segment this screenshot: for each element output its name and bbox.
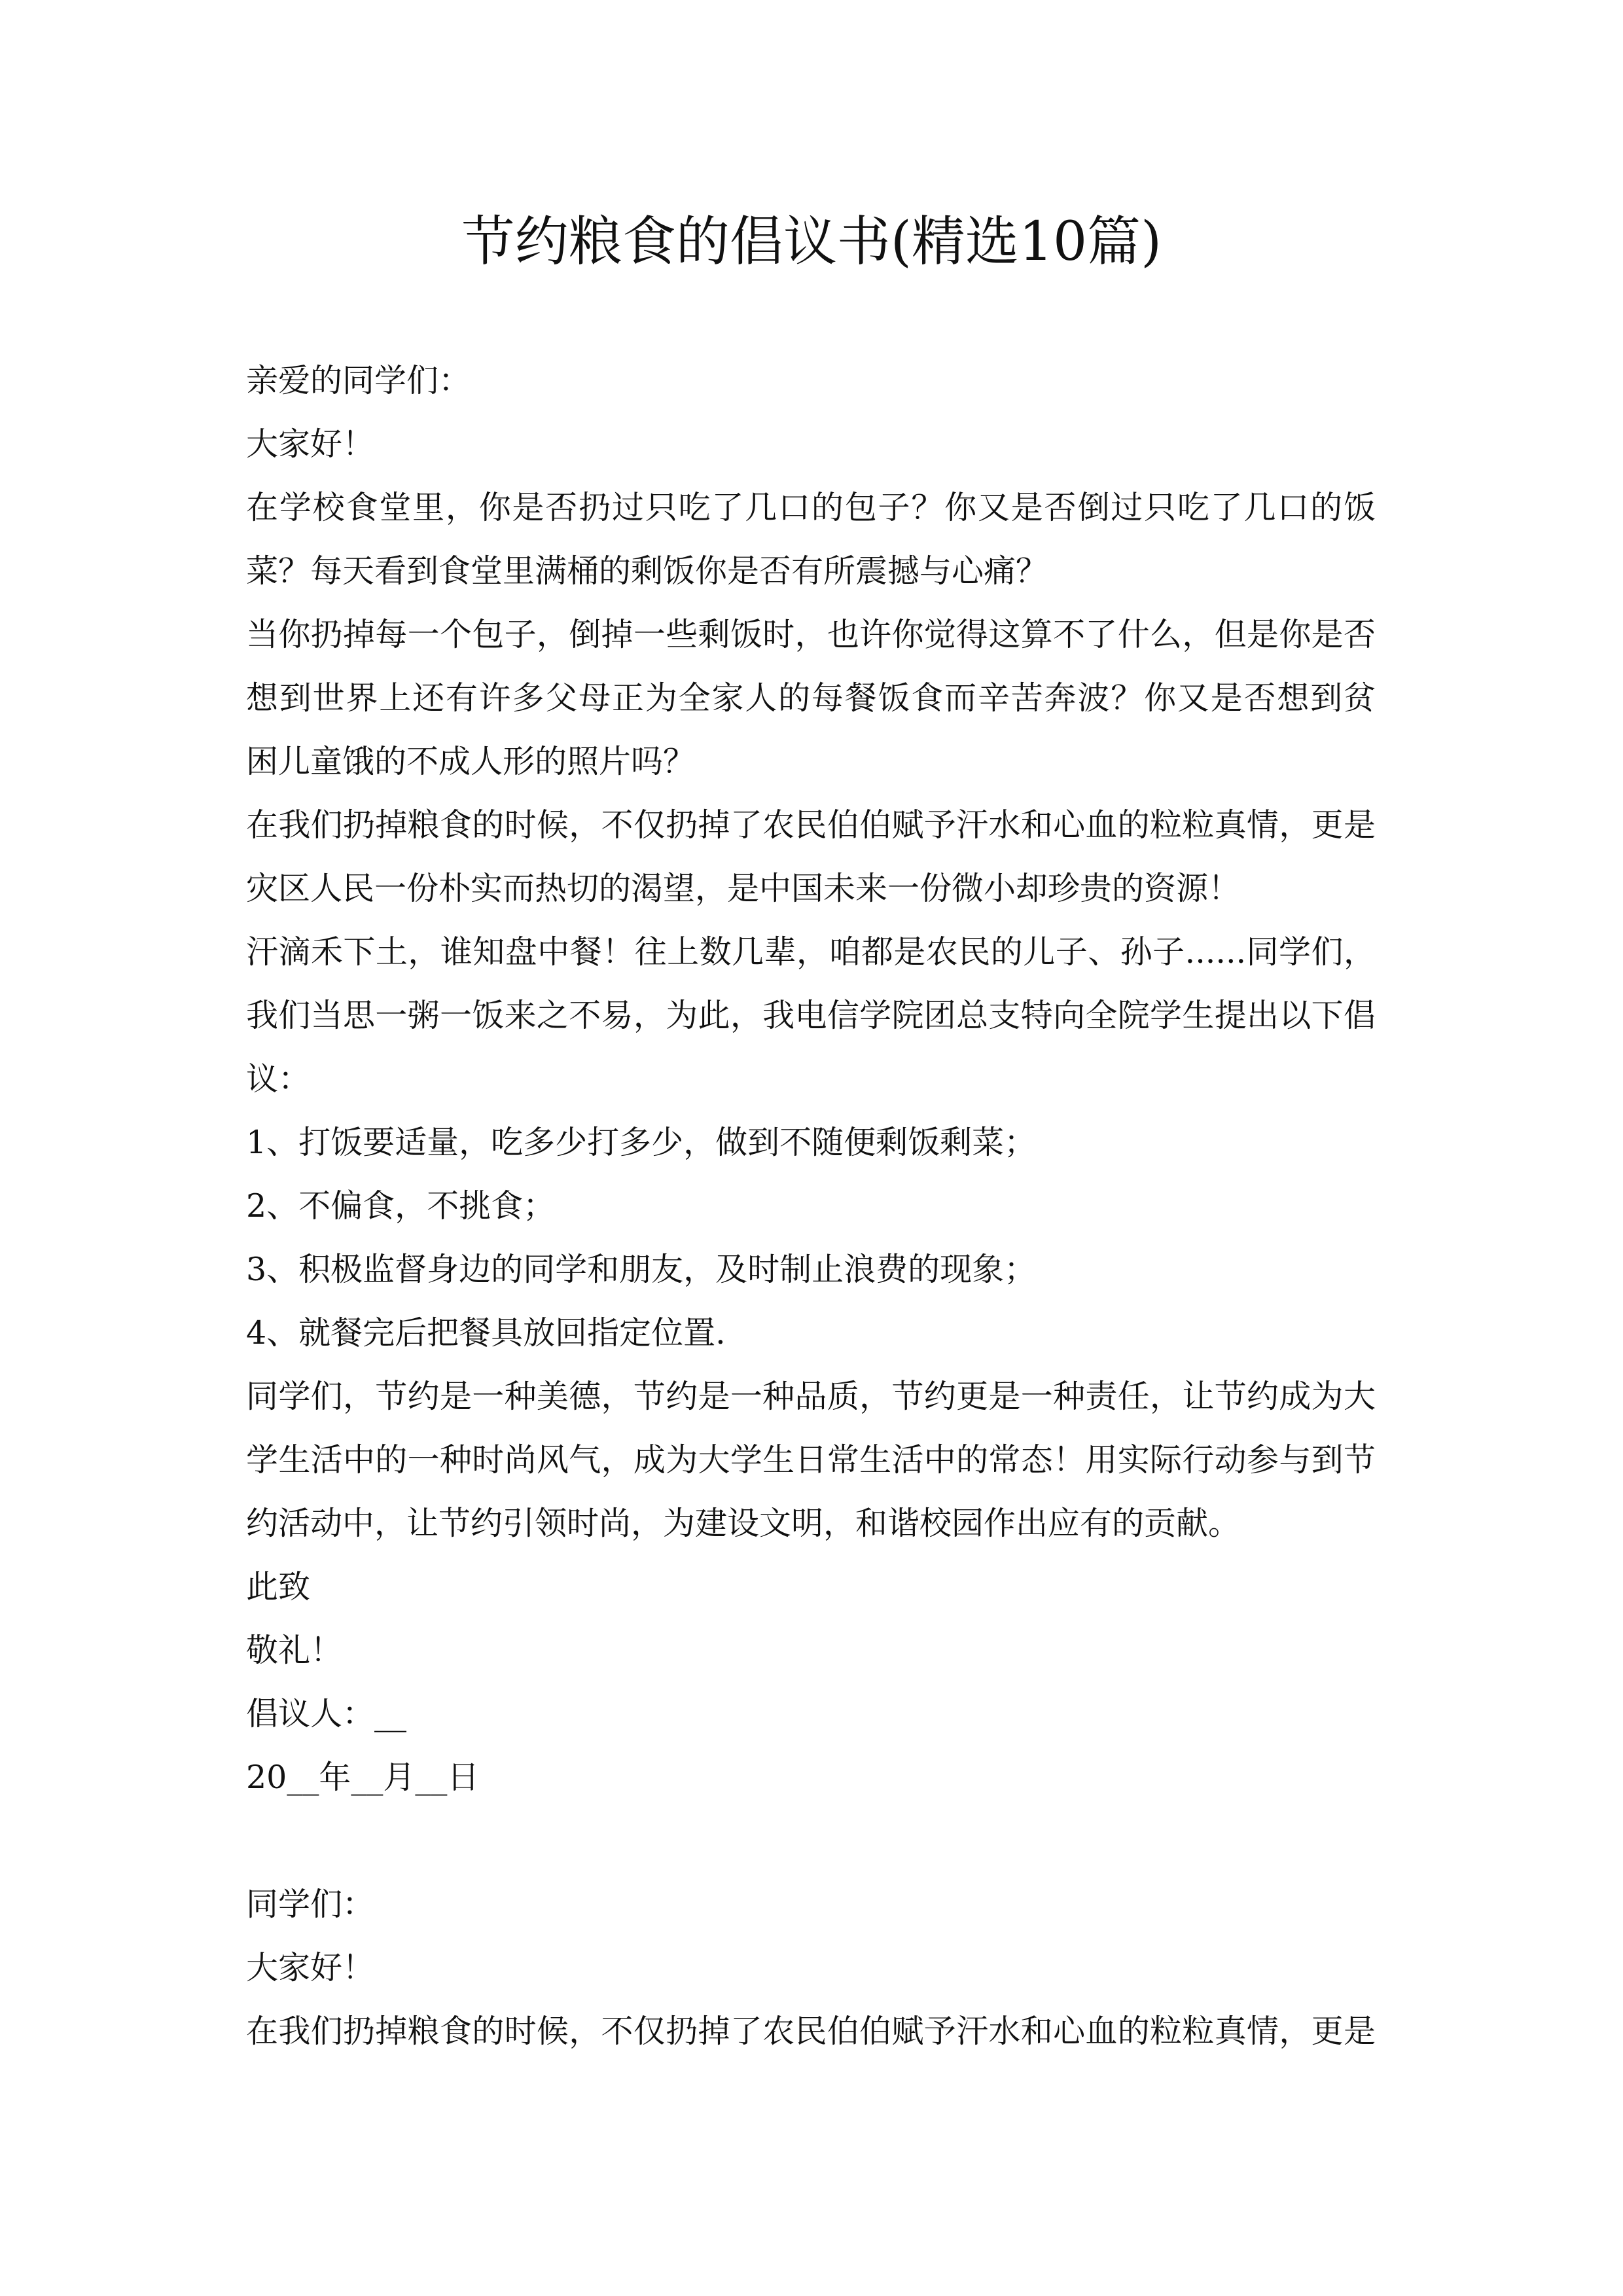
paragraph <box>246 1682 1376 1746</box>
text-line: 20__年__月__日 <box>246 1759 480 1796</box>
text-line: 同学们，节约是一种美德，节约是一种品质，节约更是一种责任，让节约成为大 <box>246 1378 1376 1415</box>
paragraph <box>246 349 1376 412</box>
paragraph <box>246 1301 1376 1365</box>
text-line: 大家好！ <box>246 425 375 463</box>
text-line: 同学们： <box>246 1886 375 1923</box>
text-line: 菜？每天看到食堂里满桶的剩饭你是否有所震撼与心痛？ <box>246 552 1048 590</box>
paragraph <box>246 603 1376 793</box>
paragraph <box>246 1111 1376 1174</box>
text-line: 2、不偏食，不挑食； <box>246 1187 556 1225</box>
text-line: 在学校食堂里，你是否扔过只吃了几口的包子？你又是否倒过只吃了几口的饭 <box>246 489 1376 526</box>
paragraph <box>246 920 1376 1111</box>
paragraph <box>246 1746 1376 1809</box>
text-line: 4、就餐完后把餐具放回指定位置. <box>246 1314 726 1352</box>
paragraph <box>246 412 1376 476</box>
text-line: 亲爱的同学们： <box>246 362 471 399</box>
letter-section <box>246 1873 1376 2063</box>
text-line: 困儿童饿的不成人形的照片吗？ <box>246 743 696 780</box>
text-line: 在我们扔掉粮食的时候，不仅扔掉了农民伯伯赋予汗水和心血的粒粒真情，更是 <box>246 806 1376 844</box>
paragraph <box>246 1365 1376 1555</box>
paragraph <box>246 1555 1376 1619</box>
paragraph <box>246 1936 1376 2000</box>
text-line: 灾区人民一份朴实而热切的渴望，是中国未来一份微小却珍贵的资源！ <box>246 870 1241 907</box>
text-line: 当你扔掉每一个包子，倒掉一些剩饭时，也许你觉得这算不了什么，但是你是否 <box>246 616 1376 653</box>
text-line: 我们当思一粥一饭来之不易，为此，我电信学院团总支特向全院学生提出以下倡 <box>246 997 1376 1034</box>
paragraph <box>246 1238 1376 1301</box>
text-line: 学生活中的一种时尚风气，成为大学生日常生活中的常态！用实际行动参与到节 <box>246 1441 1376 1479</box>
paragraph <box>246 1619 1376 1682</box>
text-line: 倡议人：__ <box>246 1695 407 1732</box>
text-line: 大家好！ <box>246 1949 375 1986</box>
text-line: 约活动中，让节约引领时尚，为建设文明，和谐校园作出应有的贡献。 <box>246 1505 1241 1542</box>
document-body <box>246 349 1376 2063</box>
text-line: 想到世界上还有许多父母正为全家人的每餐饭食而辛苦奔波？你又是否想到贫 <box>246 679 1376 717</box>
section-gap <box>246 1809 1376 1873</box>
paragraph <box>246 1873 1376 1936</box>
paragraph <box>246 793 1376 920</box>
text-line: 此致 <box>246 1568 311 1605</box>
text-line: 汗滴禾下土，谁知盘中餐！往上数几辈，咱都是农民的儿子、孙子......同学们， <box>246 933 1376 971</box>
letter-section <box>246 349 1376 1809</box>
paragraph <box>246 2000 1376 2063</box>
text-line: 3、积极监督身边的同学和朋友，及时制止浪费的现象； <box>246 1251 1037 1288</box>
paragraph <box>246 1174 1376 1238</box>
document-title: 节约粮食的倡议书(精选10篇) <box>461 211 1162 273</box>
text-line: 1、打饭要适量，吃多少打多少，做到不随便剩饭剩菜； <box>246 1124 1037 1161</box>
text-line: 议： <box>246 1060 311 1098</box>
text-line: 敬礼！ <box>246 1632 343 1669</box>
paragraph <box>246 476 1376 603</box>
text-line: 在我们扔掉粮食的时候，不仅扔掉了农民伯伯赋予汗水和心血的粒粒真情，更是 <box>246 2013 1376 2050</box>
